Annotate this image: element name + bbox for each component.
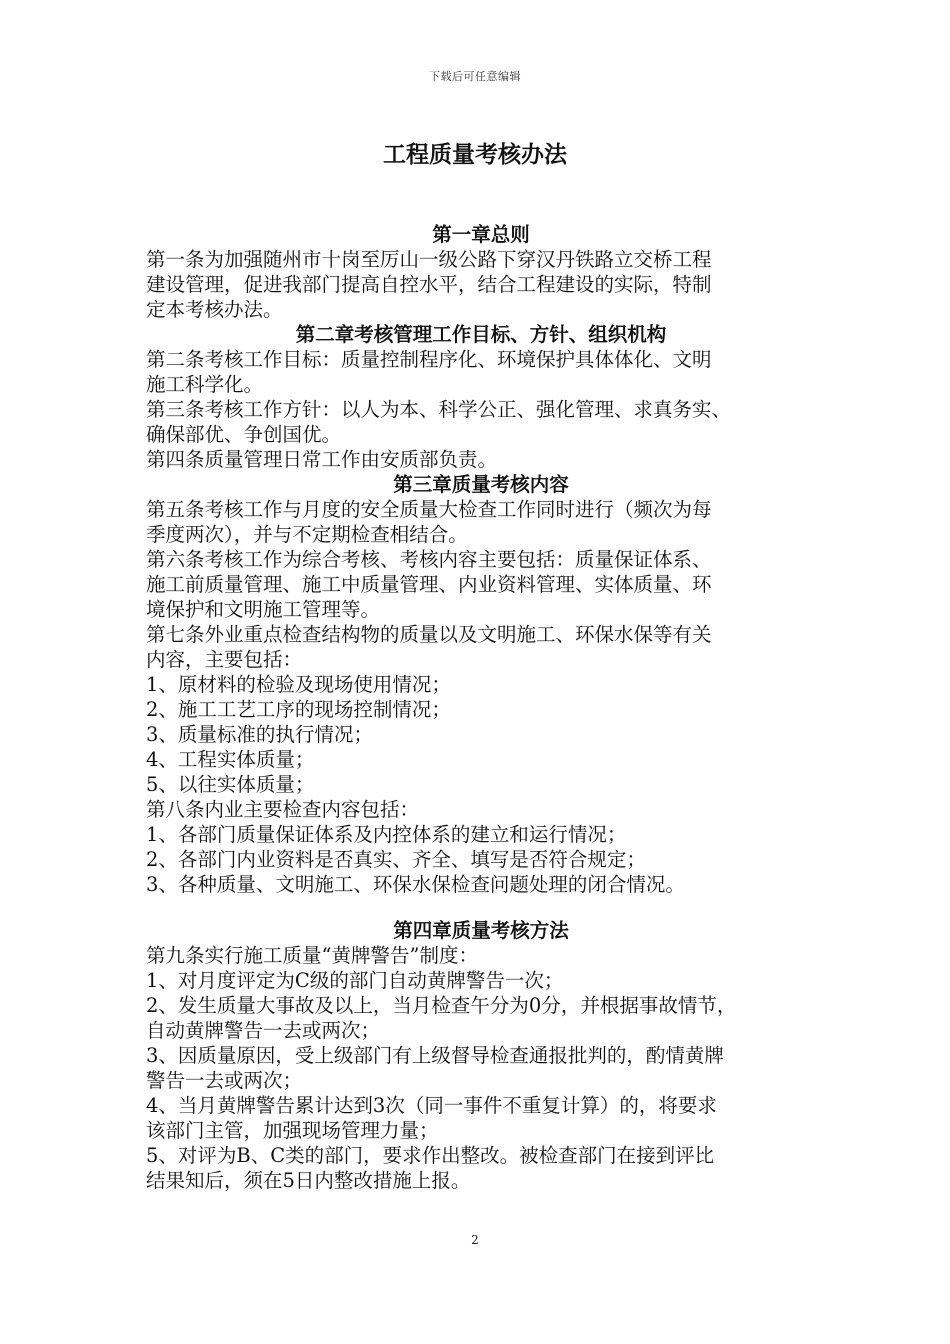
chapter-heading: 第一章总则: [432, 223, 530, 246]
body-text-line: 2、施工工艺工序的现场控制情况；: [146, 698, 451, 721]
body-text-line: 第四条质量管理日常工作由安质部负责。: [146, 448, 498, 471]
body-text-line: 5、对评为B、C类的部门，要求作出整改。被检查部门在接到评比: [146, 1144, 715, 1167]
body-text-line: 自动黄牌警告一去或两次；: [146, 1019, 381, 1042]
body-text-line: 5、以往实体质量；: [146, 773, 315, 796]
chapter-heading: 第四章质量考核方法: [393, 919, 569, 942]
body-text-line: 第九条实行施工质量“黄牌警告”制度：: [146, 944, 478, 967]
document-body: [146, 222, 816, 1193]
body-text-line: 该部门主管，加强现场管理力量；: [146, 1119, 439, 1142]
body-text-line: 3、各种质量、文明施工、环保水保检查问题处理的闭合情况。: [146, 873, 685, 896]
body-text-line: 第八条内业主要检查内容包括：: [146, 798, 420, 821]
body-text-line: 2、发生质量大事故及以上，当月检查午分为0分，并根据事故情节，: [146, 994, 737, 1017]
document-title: 工程质量考核办法: [383, 141, 567, 168]
body-text-line: 第七条外业重点检查结构物的质量以及文明施工、环保水保等有关: [146, 623, 712, 646]
chapter-heading: 第三章质量考核内容: [393, 473, 569, 496]
body-text-line: 2、各部门内业资料是否真实、齐全、填写是否符合规定；: [146, 848, 646, 871]
body-text-line: 内容，主要包括：: [146, 648, 303, 671]
body-text-line: 1、对月度评定为C级的部门自动黄牌警告一次；: [146, 969, 564, 992]
body-text-line: 施工科学化。: [146, 373, 264, 396]
paragraph-gap: [146, 897, 816, 918]
body-text-line: 4、工程实体质量；: [146, 748, 315, 771]
body-text-line: 境保护和文明施工管理等。: [146, 598, 381, 621]
body-text-line: 定本考核办法。: [146, 298, 283, 321]
body-text-line: 1、各部门质量保证体系及内控体系的建立和运行情况；: [146, 823, 627, 846]
body-text-line: 结果知后，须在5日内整改措施上报。: [146, 1169, 471, 1192]
body-text-line: 第五条考核工作与月度的安全质量大检查工作同时进行（频次为每: [146, 498, 712, 521]
body-text-line: 第二条考核工作目标：质量控制程序化、环境保护具体体化、文明: [146, 348, 712, 371]
body-text-line: 第六条考核工作为综合考核、考核内容主要包括：质量保证体系、: [146, 548, 712, 571]
body-text-line: 4、当月黄牌警告累计达到3次（同一事件不重复计算）的，将要求: [146, 1094, 717, 1117]
body-text-line: 1、原材料的检验及现场使用情况；: [146, 673, 451, 696]
page-header: 下载后可任意编辑: [429, 70, 521, 83]
page-number: 2: [471, 1233, 479, 1247]
body-text-line: 3、因质量原因，受上级部门有上级督导检查通报批判的，酌情黄牌: [146, 1044, 724, 1067]
body-text-line: 警告一去或两次；: [146, 1069, 303, 1092]
body-text-line: 第三条考核工作方针：以人为本、科学公正、强化管理、求真务实、: [146, 398, 732, 421]
body-text-line: 确保部优、争创国优。: [146, 423, 342, 446]
body-text-line: 第一条为加强随州市十岗至厉山一级公路下穿汉丹铁路立交桥工程: [146, 248, 712, 271]
chapter-heading: 第二章考核管理工作目标、方针、组织机构: [295, 323, 667, 346]
body-text-line: 施工前质量管理、施工中质量管理、内业资料管理、实体质量、环: [146, 573, 712, 596]
body-text-line: 季度两次），并与不定期检查相结合。: [146, 523, 468, 546]
body-text-line: 3、质量标准的执行情况；: [146, 723, 373, 746]
body-text-line: 建设管理，促进我部门提高自控水平，结合工程建设的实际，特制: [146, 273, 712, 296]
